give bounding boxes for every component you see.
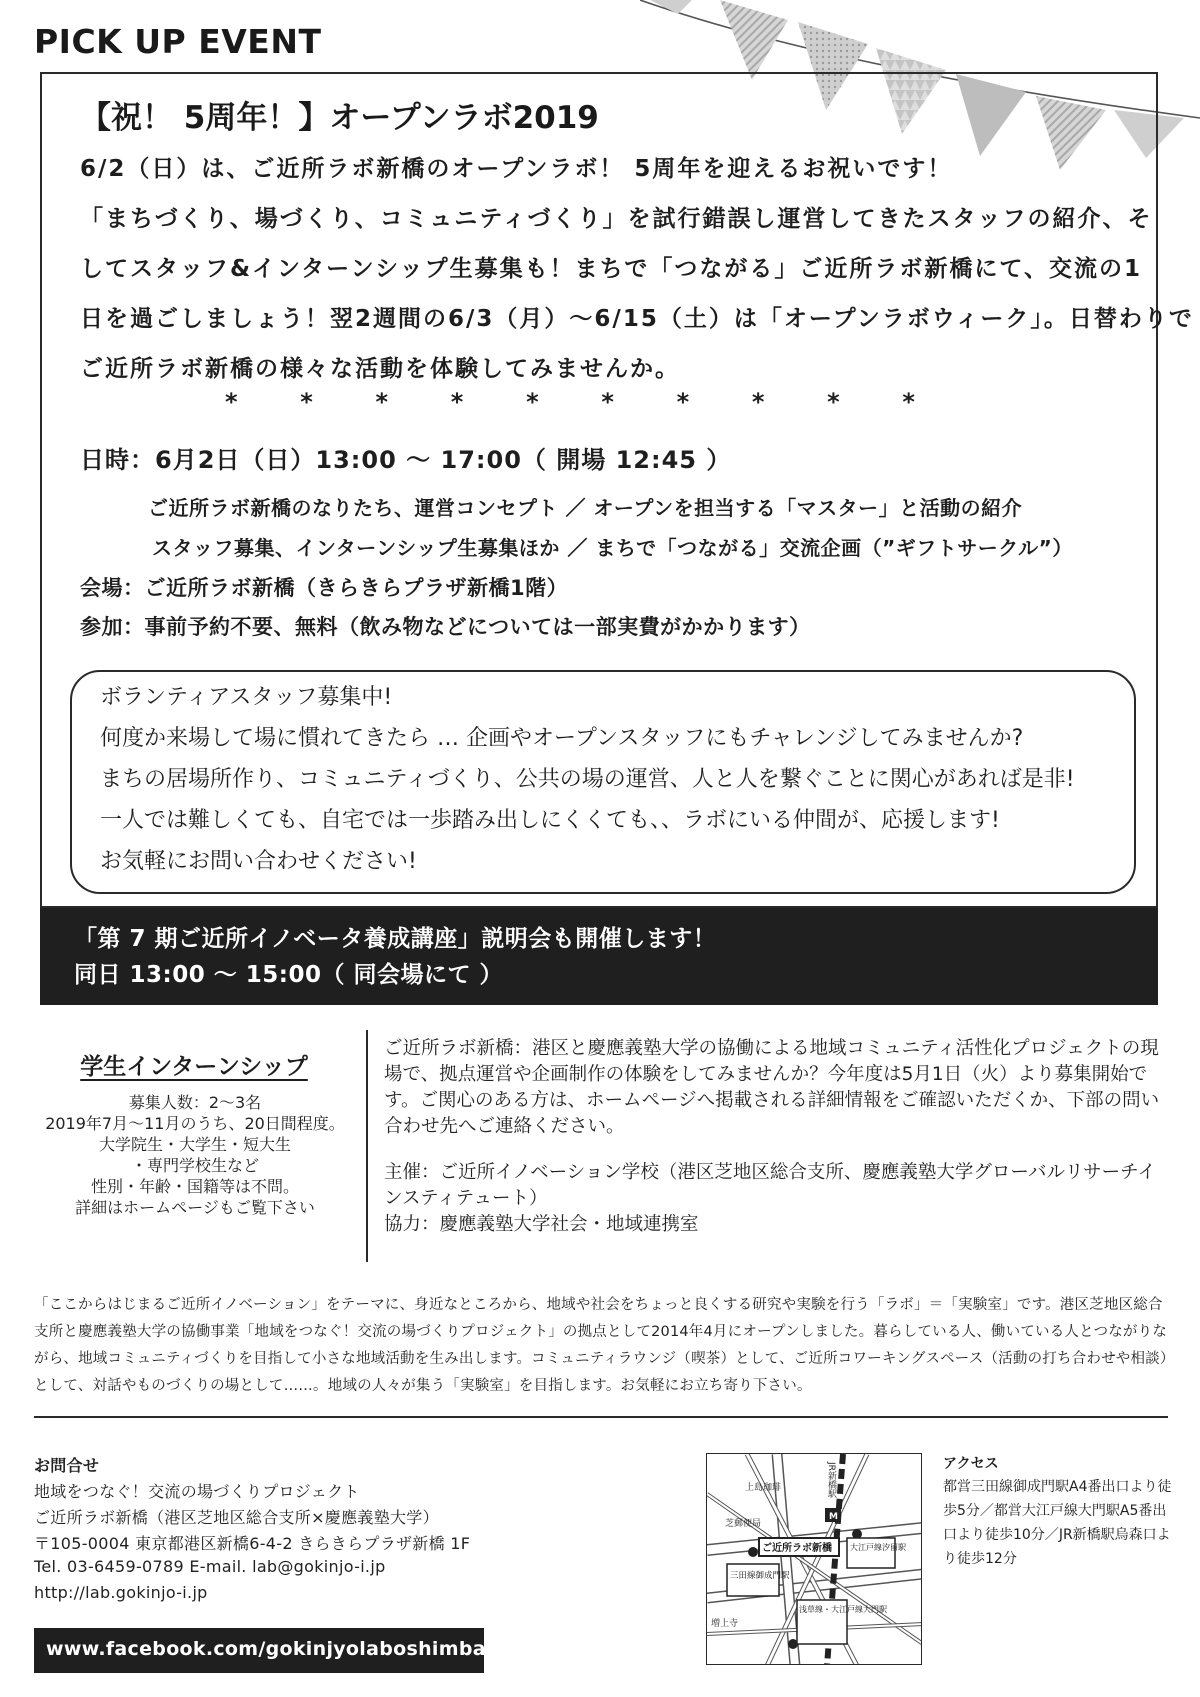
cooperation: 協力：慶應義塾大学社会・地域連携室 xyxy=(384,1214,699,1235)
internship-details xyxy=(30,1092,360,1218)
star-separator xyxy=(225,388,915,416)
event-venue: 会場：ご近所ラボ新橋（きらきらプラザ新橋1階） xyxy=(80,576,569,600)
map-label-jr: JR新橋駅 xyxy=(826,1462,836,1498)
organizer: 主催：ご近所イノベーション学校（港区芝地区総合支所、慶應義塾大学グローバルリサーチインスティテュート） xyxy=(384,1162,1156,1209)
star: * xyxy=(601,388,614,416)
internship-line: 2019年7月〜11月のうち、20日間程度。 xyxy=(45,1114,345,1133)
map-label-asakusa-daimon: 浅草線・大江戸線大門駅 xyxy=(799,1605,887,1614)
event-title: 【祝！ 5周年！】オープンラボ2019 xyxy=(80,100,599,136)
website-link[interactable]: http://lab.gokinjo-i.jp xyxy=(34,1583,208,1602)
internship-line: 募集人数：2〜3名 xyxy=(128,1093,262,1112)
program-line: スタッフ募集、インターンシップ生募集ほか ／ まちで「つながる」交流企画（”ギフトサークル”） xyxy=(152,536,1073,560)
banner-line: 「第 7 期ご近所イノベータ養成講座」説明会も開催します！ xyxy=(74,926,717,952)
event-datetime: 日時：6月2日（日）13:00 〜 17:00（ 開場 12:45 ） xyxy=(80,446,732,474)
internship-line: 詳細はホームページもご覧下さい xyxy=(75,1198,315,1217)
event-description-line: 「まちづくり、場づくり、コミュニティづくり」を試行錯誤し運営してきたスタッフの紹介、そ xyxy=(80,206,1153,232)
vertical-divider xyxy=(366,1030,368,1262)
metro-marker xyxy=(748,1547,758,1557)
star: * xyxy=(450,388,464,416)
star: * xyxy=(902,388,915,416)
contact-line: 地域をつなぐ！交流の場づくりプロジェクト xyxy=(34,1482,360,1501)
volunteer-line: まちの居場所作り、コミュニティづくり、公共の場の運営、人と人を繋ぐことに関心があれば是非! xyxy=(100,767,1075,792)
program-line: ご近所ラボ新橋のなりたち、運営コンセプト ／ オープンを担当する「マスター」と活動の紹介 xyxy=(148,496,1023,520)
star: * xyxy=(676,388,690,416)
volunteer-line: ボランティアスタッフ募集中! xyxy=(100,685,393,710)
event-description-line: してスタッフ&インターンシップ生募集も！まちで「つながる」ご近所ラボ新橋にて、交流の1 xyxy=(80,256,1142,282)
bunting-flag xyxy=(720,0,788,80)
map-label-oedo-shiodome: 大江戸線汐留駅 xyxy=(850,1543,906,1552)
banner-line: 同日 13:00 〜 15:00（ 同会場にて ） xyxy=(74,962,503,988)
star: * xyxy=(526,388,539,416)
map-label-ueshima: 上島珈琲 xyxy=(745,1483,782,1493)
star: * xyxy=(225,388,238,416)
internship-title: 学生インターンシップ xyxy=(80,1054,308,1080)
internship-line: 性別・年齢・国籍等は不問。 xyxy=(90,1177,299,1196)
star: * xyxy=(300,388,313,416)
about-lab-paragraph: 「ここからはじまるご近所イノベーション」をテーマに、身近なところから、地域や社会をちょっと良くする研究や実験を行う「ラボ」＝「実験室」です。港区芝地区総合支所と慶應義塾大学の協働事業「地域をつなぐ！交流の場づくりプロジェクト」の拠点として2014年4月にオープンしました。暮らしている人、働いている人とつながりながら、地域コミュニティづくりを目指して小さな地域活動を生み出します。コミュニティラウンジ（喫茶）として、ご近所コワーキングスペース（活動の打ち合わせや相談）として、対話やものづくりの場として……。地域の人々が集う「実験室」を目指します。お気軽にお立ち寄り下さい。 xyxy=(34,1297,1168,1394)
event-description-line: 日を過ごしましょう！翌2週間の6/3（月）〜6/15（土）は「オープンラボウィーク」。日替わりで xyxy=(80,306,1194,332)
horizontal-divider xyxy=(34,1416,1168,1418)
star: * xyxy=(751,388,765,416)
map-metro-symbol: M xyxy=(829,1512,838,1522)
contact-address: 〒105-0004 東京都港区新橋6-4-2 きらきらプラザ新橋 1F xyxy=(34,1534,471,1553)
event-description-line: ご近所ラボ新橋の様々な活動を体験してみませんか。 xyxy=(80,356,680,382)
volunteer-line: お気軽にお問い合わせください! xyxy=(100,849,417,874)
map-graphic xyxy=(707,1454,922,1665)
map-label-shiba-post: 芝郵便局 xyxy=(725,1519,762,1529)
map-label-lab: ご近所ラボ新橋 xyxy=(762,1543,832,1554)
internship-description: ご近所ラボ新橋：港区と慶應義塾大学の協働による地域コミュニティ活性化プロジェクトの現場で、拠点運営や企画制作の体験をしてみませんか？今年度は5月1日（火）より募集開始です。ご関心のある方は、ホームページへ掲載される詳細情報をご確認いただくか、下部の問い合わせ先へご連絡ください。 xyxy=(384,1038,1160,1137)
contact-line: ご近所ラボ新橋（港区芝地区総合支所×慶應義塾大学） xyxy=(34,1508,439,1527)
bunting-flag xyxy=(650,0,692,14)
contact-tel-email[interactable]: Tel. 03-6459-0789 E-mail. lab@gokinjo-i.jp xyxy=(34,1557,386,1576)
access-directions: 都営三田線御成門駅A4番出口より徒歩5分／都営大江戸線大門駅A5番出口より徒歩10分／JR新橋駅烏森口より徒歩12分 xyxy=(943,1479,1172,1567)
star: * xyxy=(827,388,840,416)
facebook-link[interactable]: www.facebook.com/gokinjyolaboshimbashi xyxy=(46,1638,519,1660)
event-participation: 参加：事前予約不要、無料（飲み物などについては一部実費がかかります） xyxy=(80,615,811,639)
volunteer-line: 一人では難しくても、自宅では一歩踏み出しにくくても、、ラボにいる仲間が、応援します! xyxy=(100,808,1000,833)
access-title: アクセス xyxy=(943,1456,999,1472)
page-title: PICK UP EVENT xyxy=(34,22,322,61)
volunteer-line: 何度か来場して場に慣れてきたら … 企画やオープンスタッフにもチャレンジしてみませんか? xyxy=(100,726,1024,751)
access-map xyxy=(706,1453,922,1665)
event-description-line: 6/2（日）は、ご近所ラボ新橋のオープンラボ！ 5周年を迎えるお祝いです！ xyxy=(80,156,953,182)
map-label-zojoji: 増上寺 xyxy=(711,1619,739,1629)
star: * xyxy=(375,388,389,416)
internship-line: 大学院生・大学生・短大生 xyxy=(98,1135,291,1154)
map-label-mita-onarimon: 三田線御成門駅 xyxy=(730,1571,790,1581)
contact-title: お問合せ xyxy=(34,1456,100,1475)
internship-line: ・専門学校生など xyxy=(130,1156,259,1175)
